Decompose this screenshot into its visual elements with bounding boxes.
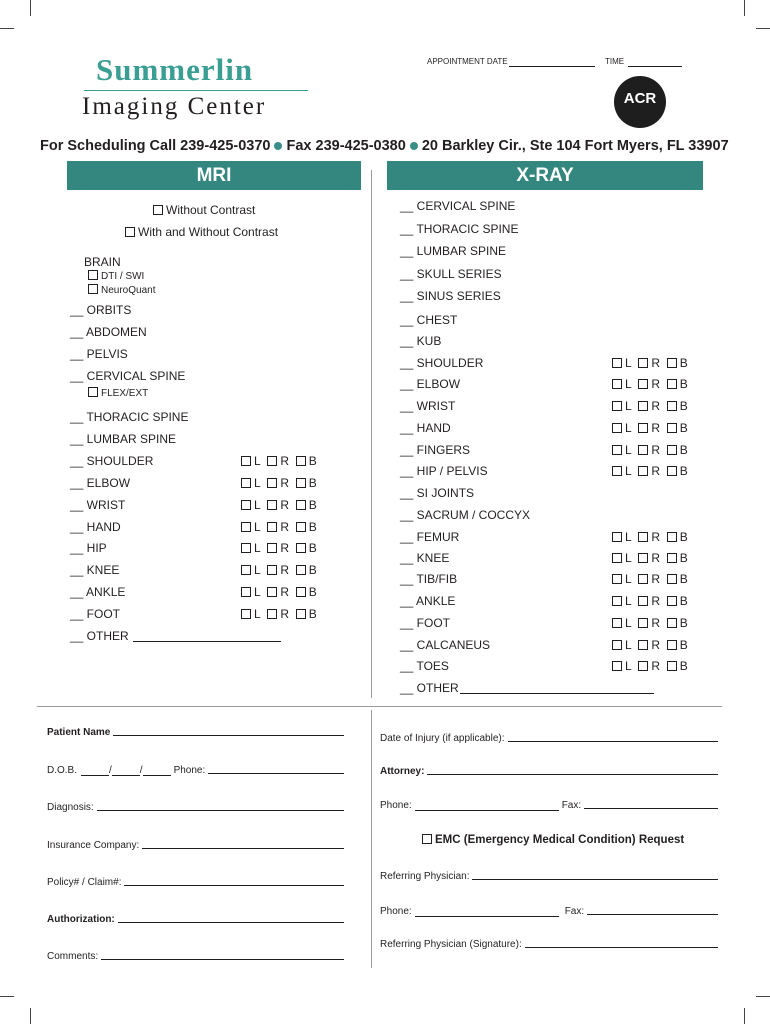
mri-item-pelvis[interactable]: __ PELVIS xyxy=(70,347,128,361)
patient-name-label: Patient Name xyxy=(47,727,111,738)
checkbox-r[interactable] xyxy=(267,522,277,532)
crop-mark xyxy=(744,0,745,16)
l-label: L xyxy=(254,585,261,599)
dti-swi-option[interactable] xyxy=(88,271,144,282)
neuroquant-option[interactable] xyxy=(88,285,155,296)
b-label: B xyxy=(308,585,317,599)
checkbox-icon[interactable] xyxy=(422,834,432,844)
bullet-icon xyxy=(410,142,418,150)
attorney-field[interactable] xyxy=(427,773,718,775)
l-label: L xyxy=(254,520,261,534)
checkbox-r[interactable] xyxy=(267,609,277,619)
l-label: L xyxy=(625,377,632,391)
l-label: L xyxy=(254,541,261,555)
policy-field[interactable] xyxy=(124,884,344,886)
crop-mark xyxy=(756,996,770,997)
mri-item-foot[interactable]: __ FOOT xyxy=(70,607,121,621)
l-label: L xyxy=(625,551,632,565)
appointment-date-label: APPOINTMENT DATE xyxy=(427,57,508,66)
mri-item-wrist[interactable]: __ WRIST xyxy=(70,498,126,512)
b-label: B xyxy=(679,616,688,630)
checkbox-l[interactable] xyxy=(612,553,622,563)
mri-item-shoulder[interactable]: __ SHOULDER xyxy=(70,454,154,468)
mri-header: MRI xyxy=(67,161,361,190)
r-label: R xyxy=(651,551,661,565)
mri-item-other[interactable]: __ OTHER xyxy=(70,629,129,643)
laterality-select[interactable] xyxy=(612,464,688,478)
l-label: L xyxy=(254,563,261,577)
mri-item-cervical-spine[interactable]: __ CERVICAL SPINE xyxy=(70,369,186,383)
r-label: R xyxy=(651,356,661,370)
laterality-select[interactable] xyxy=(612,377,688,391)
mri-other-field[interactable] xyxy=(133,641,281,642)
checkbox-b[interactable] xyxy=(667,574,677,584)
mri-item-abdomen[interactable]: __ ABDOMEN xyxy=(70,325,147,339)
xray-header: X-RAY xyxy=(387,161,703,190)
l-label: L xyxy=(625,616,632,630)
scheduling-fax: Fax 239-425-0380 xyxy=(286,138,406,154)
checkbox-b[interactable] xyxy=(296,609,306,619)
xray-item[interactable]: __ HIP / PELVIS xyxy=(400,464,488,478)
l-label: L xyxy=(625,464,632,478)
crop-mark xyxy=(0,996,14,997)
crop-mark xyxy=(30,0,31,16)
checkbox-icon[interactable] xyxy=(153,205,163,215)
mri-item-hand[interactable]: __ HAND xyxy=(70,520,121,534)
referring-contact-row[interactable] xyxy=(380,906,718,917)
checkbox-icon[interactable] xyxy=(88,387,98,397)
b-label: B xyxy=(679,356,688,370)
checkbox-r[interactable] xyxy=(638,379,648,389)
mri-item-elbow[interactable]: __ ELBOW xyxy=(70,476,131,490)
checkbox-b[interactable] xyxy=(296,500,306,510)
b-label: B xyxy=(679,421,688,435)
checkbox-l[interactable] xyxy=(612,574,622,584)
mri-item-thoracic-spine[interactable]: __ THORACIC SPINE xyxy=(70,410,189,424)
b-label: B xyxy=(679,572,688,586)
injury-row[interactable] xyxy=(380,733,718,744)
laterality-select[interactable] xyxy=(612,594,688,608)
checkbox-r[interactable] xyxy=(638,574,648,584)
attorney-fax-field[interactable] xyxy=(584,807,718,809)
emc-label: EMC (Emergency Medical Condition) Request xyxy=(435,834,685,846)
dti-swi-label: DTI / SWI xyxy=(101,271,145,282)
r-label: R xyxy=(651,377,661,391)
checkbox-icon[interactable] xyxy=(88,284,98,294)
dob-row[interactable]: D.O.B. / / Phone: xyxy=(47,765,344,776)
time-label: TIME xyxy=(605,57,625,66)
referring-row[interactable] xyxy=(380,871,718,882)
attorney-phone-label: Phone: xyxy=(380,800,412,811)
scheduling-phone: For Scheduling Call 239-425-0370 xyxy=(40,138,271,154)
referring-fax-label: Fax: xyxy=(564,906,585,917)
xray-item[interactable]: __ ANKLE xyxy=(400,594,456,608)
l-label: L xyxy=(625,638,632,652)
checkbox-b[interactable] xyxy=(667,532,677,542)
b-label: B xyxy=(679,638,688,652)
without-contrast-option[interactable] xyxy=(153,203,255,217)
laterality-select[interactable] xyxy=(612,356,688,370)
xray-item[interactable]: __ CHEST xyxy=(400,313,458,327)
xray-item[interactable]: __ SKULL SERIES xyxy=(400,267,502,281)
checkbox-r[interactable] xyxy=(638,532,648,542)
neuroquant-label: NeuroQuant xyxy=(101,285,156,296)
column-divider xyxy=(371,170,372,698)
with-without-contrast-label: With and Without Contrast xyxy=(138,225,279,239)
checkbox-r[interactable] xyxy=(638,596,648,606)
xray-item[interactable]: __ FINGERS xyxy=(400,443,471,457)
l-label: L xyxy=(625,572,632,586)
b-label: B xyxy=(679,594,688,608)
checkbox-l[interactable] xyxy=(612,445,622,455)
checkbox-b[interactable] xyxy=(667,379,677,389)
phone-label: Phone: xyxy=(173,765,206,776)
checkbox-b[interactable] xyxy=(667,358,677,368)
insurance-row[interactable] xyxy=(47,840,344,851)
checkbox-l[interactable] xyxy=(241,609,251,619)
checkbox-l[interactable] xyxy=(241,500,251,510)
l-label: L xyxy=(254,476,261,490)
checkbox-r[interactable] xyxy=(638,618,648,628)
b-label: B xyxy=(308,541,317,555)
checkbox-l[interactable] xyxy=(612,532,622,542)
l-label: L xyxy=(254,607,261,621)
attorney-label: Attorney: xyxy=(380,766,425,777)
b-label: B xyxy=(308,563,317,577)
authorization-label: Authorization: xyxy=(47,914,115,925)
laterality-select[interactable] xyxy=(241,563,317,577)
checkbox-icon[interactable] xyxy=(125,227,135,237)
crop-mark xyxy=(0,28,14,29)
checkbox-l[interactable] xyxy=(612,640,622,650)
xray-item[interactable]: __ SI JOINTS xyxy=(400,486,475,500)
attorney-row[interactable] xyxy=(380,766,718,777)
r-label: R xyxy=(651,572,661,586)
flex-ext-option[interactable] xyxy=(88,388,148,399)
patient-phone-field[interactable] xyxy=(208,772,344,774)
xray-item-other[interactable]: __ OTHER xyxy=(400,681,459,695)
checkbox-l[interactable] xyxy=(241,587,251,597)
referring-phone-label: Phone: xyxy=(380,906,412,917)
r-label: R xyxy=(651,443,661,457)
signature-field[interactable] xyxy=(525,946,718,948)
checkbox-l[interactable] xyxy=(241,478,251,488)
laterality-select[interactable] xyxy=(612,616,688,630)
checkbox-r[interactable] xyxy=(638,445,648,455)
xray-item[interactable]: __ FOOT xyxy=(400,616,451,630)
policy-row[interactable] xyxy=(47,877,344,888)
r-label: R xyxy=(280,585,290,599)
checkbox-l[interactable] xyxy=(241,565,251,575)
insurance-field[interactable] xyxy=(142,847,344,849)
checkbox-b[interactable] xyxy=(667,640,677,650)
b-label: B xyxy=(679,377,688,391)
checkbox-l[interactable] xyxy=(612,661,622,671)
dob-day[interactable] xyxy=(112,775,140,776)
laterality-select[interactable] xyxy=(241,541,317,555)
scheduling-address: 20 Barkley Cir., Ste 104 Fort Myers, FL 33907 xyxy=(421,138,729,154)
attorney-fax-label: Fax: xyxy=(561,800,582,811)
laterality-select[interactable] xyxy=(241,454,317,468)
checkbox-b[interactable] xyxy=(296,543,306,553)
mri-item-ankle[interactable]: __ ANKLE xyxy=(70,585,126,599)
comments-row[interactable] xyxy=(47,951,344,962)
xray-item[interactable]: __ ELBOW xyxy=(400,377,461,391)
xray-item[interactable]: __ KUB xyxy=(400,334,442,348)
r-label: R xyxy=(651,638,661,652)
b-label: B xyxy=(308,476,317,490)
b-label: B xyxy=(308,498,317,512)
checkbox-l[interactable] xyxy=(612,596,622,606)
section-divider xyxy=(37,706,722,707)
r-label: R xyxy=(651,421,661,435)
checkbox-b[interactable] xyxy=(667,401,677,411)
r-label: R xyxy=(280,476,290,490)
laterality-select[interactable] xyxy=(612,551,688,565)
checkbox-icon[interactable] xyxy=(88,270,98,280)
referring-phone-field[interactable] xyxy=(415,916,559,917)
r-label: R xyxy=(651,594,661,608)
r-label: R xyxy=(651,616,661,630)
r-label: R xyxy=(651,399,661,413)
logo-summerlin: Summerlin xyxy=(96,52,254,87)
diagnosis-row[interactable] xyxy=(47,802,344,813)
checkbox-l[interactable] xyxy=(612,358,622,368)
checkbox-r[interactable] xyxy=(638,640,648,650)
l-label: L xyxy=(254,454,261,468)
l-label: L xyxy=(625,594,632,608)
emc-request-option[interactable] xyxy=(422,834,684,846)
checkbox-r[interactable] xyxy=(638,661,648,671)
r-label: R xyxy=(651,659,661,673)
xray-item[interactable]: __ TOES xyxy=(400,659,449,673)
checkbox-r[interactable] xyxy=(638,401,648,411)
crop-mark xyxy=(30,1008,31,1024)
checkbox-b[interactable] xyxy=(667,445,677,455)
b-label: B xyxy=(679,464,688,478)
l-label: L xyxy=(625,399,632,413)
authorization-row[interactable] xyxy=(47,914,344,925)
referring-label: Referring Physician: xyxy=(380,871,470,882)
dob-month[interactable] xyxy=(81,775,109,776)
xray-item[interactable]: __ CERVICAL SPINE xyxy=(400,199,516,213)
logo-divider xyxy=(84,90,308,91)
insurance-label: Insurance Company: xyxy=(47,840,140,851)
xray-item[interactable]: __ TIB/FIB xyxy=(400,572,458,586)
r-label: R xyxy=(280,541,290,555)
checkbox-r[interactable] xyxy=(267,543,277,553)
column-divider xyxy=(371,710,372,968)
patient-name-row[interactable] xyxy=(47,727,344,738)
without-contrast-label: Without Contrast xyxy=(166,203,256,217)
checkbox-b[interactable] xyxy=(667,466,677,476)
l-label: L xyxy=(625,443,632,457)
xray-item[interactable]: __ CALCANEUS xyxy=(400,638,491,652)
flex-ext-label: FLEX/EXT xyxy=(101,388,149,399)
checkbox-r[interactable] xyxy=(267,500,277,510)
checkbox-r[interactable] xyxy=(638,423,648,433)
checkbox-b[interactable] xyxy=(296,565,306,575)
laterality-select[interactable] xyxy=(612,659,688,673)
mri-item-hip[interactable]: __ HIP xyxy=(70,541,107,555)
patient-name-field[interactable] xyxy=(113,734,344,736)
crop-mark xyxy=(756,28,770,29)
bullet-icon xyxy=(274,142,282,150)
checkbox-r[interactable] xyxy=(638,358,648,368)
xray-item[interactable]: __ HAND xyxy=(400,421,451,435)
r-label: R xyxy=(280,498,290,512)
r-label: R xyxy=(280,454,290,468)
dob-year[interactable] xyxy=(143,775,171,776)
xray-item[interactable]: __ KNEE xyxy=(400,551,450,565)
b-label: B xyxy=(679,530,688,544)
checkbox-l[interactable] xyxy=(612,379,622,389)
checkbox-b[interactable] xyxy=(296,456,306,466)
checkbox-l[interactable] xyxy=(241,456,251,466)
signature-row[interactable] xyxy=(380,939,718,950)
checkbox-l[interactable] xyxy=(241,543,251,553)
mri-item-orbits[interactable]: __ ORBITS xyxy=(70,303,132,317)
laterality-select[interactable] xyxy=(241,498,317,512)
checkbox-r[interactable] xyxy=(267,478,277,488)
b-label: B xyxy=(679,399,688,413)
referring-fax-field[interactable] xyxy=(587,913,718,915)
laterality-select[interactable] xyxy=(612,530,688,544)
dob-label: D.O.B. xyxy=(47,765,78,776)
r-label: R xyxy=(651,530,661,544)
referring-field[interactable] xyxy=(472,878,718,880)
acr-badge-text: ACR xyxy=(623,90,657,107)
comments-field[interactable] xyxy=(101,958,344,960)
laterality-select[interactable] xyxy=(241,585,317,599)
checkbox-b[interactable] xyxy=(667,553,677,563)
checkbox-l[interactable] xyxy=(612,466,622,476)
laterality-select[interactable] xyxy=(612,572,688,586)
comments-label: Comments: xyxy=(47,951,99,962)
injury-label: Date of Injury (if applicable): xyxy=(380,733,505,744)
with-without-contrast-option[interactable] xyxy=(125,225,278,239)
appointment-date-field[interactable] xyxy=(509,66,595,67)
checkbox-r[interactable] xyxy=(638,466,648,476)
r-label: R xyxy=(280,563,290,577)
time-field[interactable] xyxy=(628,66,682,67)
diagnosis-field[interactable] xyxy=(97,809,344,811)
checkbox-b[interactable] xyxy=(667,423,677,433)
l-label: L xyxy=(254,498,261,512)
checkbox-b[interactable] xyxy=(296,478,306,488)
laterality-select[interactable] xyxy=(241,520,317,534)
laterality-select[interactable] xyxy=(612,638,688,652)
checkbox-r[interactable] xyxy=(638,553,648,563)
b-label: B xyxy=(679,659,688,673)
mri-item-knee[interactable]: __ KNEE xyxy=(70,563,120,577)
b-label: B xyxy=(679,443,688,457)
injury-field[interactable] xyxy=(508,740,718,742)
l-label: L xyxy=(625,530,632,544)
l-label: L xyxy=(625,421,632,435)
checkbox-b[interactable] xyxy=(667,618,677,628)
attorney-phone-field[interactable] xyxy=(415,810,559,811)
xray-other-field[interactable] xyxy=(460,693,654,694)
signature-label: Referring Physician (Signature): xyxy=(380,939,522,950)
r-label: R xyxy=(280,607,290,621)
checkbox-l[interactable] xyxy=(241,522,251,532)
l-label: L xyxy=(625,356,632,370)
laterality-select[interactable] xyxy=(241,607,317,621)
checkbox-r[interactable] xyxy=(267,587,277,597)
xray-item[interactable]: __ THORACIC SPINE xyxy=(400,222,519,236)
xray-item[interactable]: __ SINUS SERIES xyxy=(400,289,501,303)
checkbox-b[interactable] xyxy=(296,522,306,532)
checkbox-b[interactable] xyxy=(667,661,677,671)
checkbox-r[interactable] xyxy=(267,565,277,575)
attorney-contact-row[interactable] xyxy=(380,800,718,811)
r-label: R xyxy=(280,520,290,534)
xray-item[interactable]: __ FEMUR xyxy=(400,530,460,544)
laterality-select[interactable] xyxy=(241,476,317,490)
authorization-field[interactable] xyxy=(118,921,344,923)
acr-badge-icon xyxy=(614,76,666,128)
policy-label: Policy# / Claim#: xyxy=(47,877,122,888)
xray-item[interactable]: __ WRIST xyxy=(400,399,456,413)
diagnosis-label: Diagnosis: xyxy=(47,802,94,813)
checkbox-b[interactable] xyxy=(296,587,306,597)
mri-item-lumbar-spine[interactable]: __ LUMBAR SPINE xyxy=(70,432,177,446)
checkbox-l[interactable] xyxy=(612,401,622,411)
xray-item[interactable]: __ SHOULDER xyxy=(400,356,484,370)
crop-mark xyxy=(744,1008,745,1024)
logo-imaging-center: Imaging Center xyxy=(82,93,267,120)
laterality-select[interactable] xyxy=(612,443,688,457)
checkbox-l[interactable] xyxy=(612,618,622,628)
brain-label: BRAIN xyxy=(84,255,121,269)
r-label: R xyxy=(651,464,661,478)
checkbox-r[interactable] xyxy=(267,456,277,466)
b-label: B xyxy=(679,551,688,565)
checkbox-b[interactable] xyxy=(667,596,677,606)
l-label: L xyxy=(625,659,632,673)
xray-item[interactable]: __ LUMBAR SPINE xyxy=(400,244,507,258)
checkbox-l[interactable] xyxy=(612,423,622,433)
scheduling-line xyxy=(40,138,729,154)
xray-item[interactable]: __ SACRUM / COCCYX xyxy=(400,508,531,522)
b-label: B xyxy=(308,520,317,534)
b-label: B xyxy=(308,607,317,621)
laterality-select[interactable] xyxy=(612,399,688,413)
laterality-select[interactable] xyxy=(612,421,688,435)
b-label: B xyxy=(308,454,317,468)
